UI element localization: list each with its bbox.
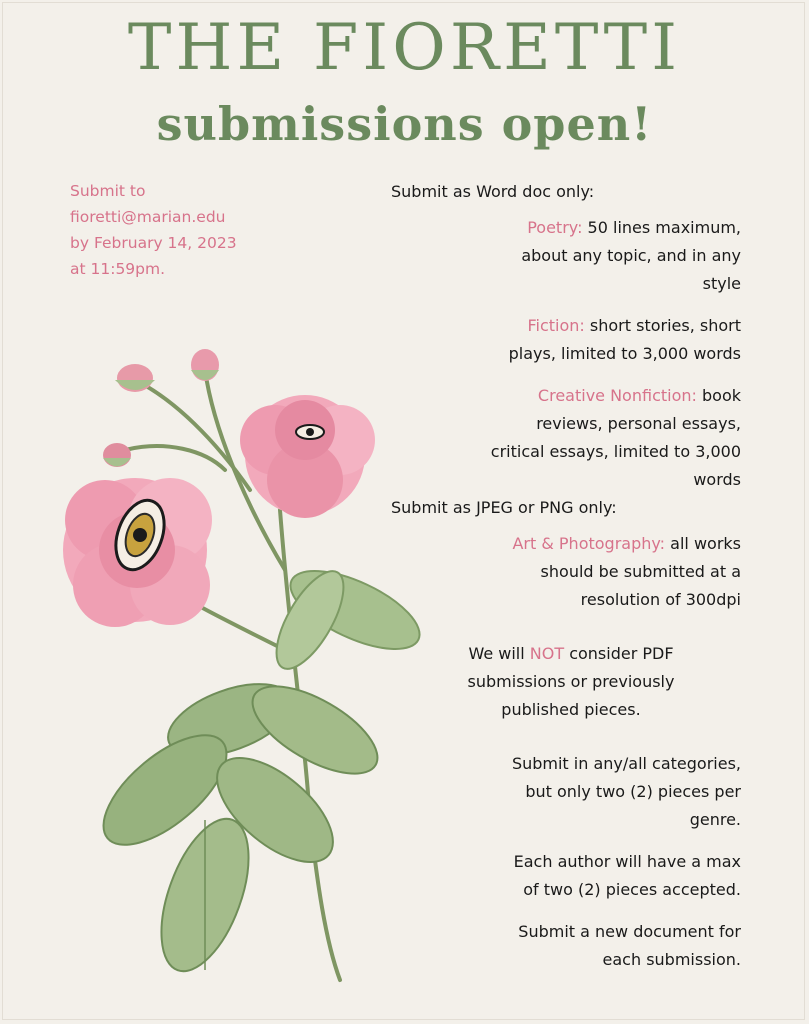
deadline-date: by February 14, 2023 <box>70 234 237 252</box>
deadline-time: at 11:59pm. <box>70 260 166 278</box>
not-emphasis: NOT <box>529 644 565 663</box>
fiction-guideline: Fiction: short stories, short plays, limited to 3,000 words <box>508 316 741 363</box>
category-rule: Submit in any/all categories, but only two (2) pieces per genre. <box>511 754 741 829</box>
image-format-heading: Submit as JPEG or PNG only: <box>391 498 617 517</box>
fiction-label: Fiction: <box>527 316 585 335</box>
poster-title: THE FIORETTI <box>127 11 682 85</box>
submission-email: fioretti@marian.edu <box>70 208 226 226</box>
rosebud-icon <box>103 349 219 467</box>
art-guideline: Art & Photography: all works should be submitted at a resolution of 300dpi <box>512 534 741 609</box>
poetry-guideline: Poetry: 50 lines maximum, about any topic, and in any style <box>521 218 741 293</box>
nonfiction-guideline: Creative Nonfiction: book reviews, personal essays, critical essays, limited to 3,000 words <box>490 386 741 489</box>
rose-blossom-icon <box>240 395 375 518</box>
poster-subtitle: submissions open! <box>156 97 653 151</box>
eye-icon <box>296 425 324 439</box>
document-rule: Submit a new document for each submission. <box>518 922 741 969</box>
deadline-info <box>70 178 290 282</box>
rose-with-eye-illustration <box>55 320 455 1000</box>
art-label: Art & Photography: <box>512 534 666 553</box>
nonfiction-label: Creative Nonfiction: <box>537 386 697 405</box>
word-format-heading: Submit as Word doc only: <box>391 182 595 201</box>
deadline-line: Submit to <box>70 182 146 200</box>
acceptance-rule: Each author will have a max of two (2) pieces accepted. <box>513 852 741 899</box>
poetry-label: Poetry: <box>527 218 583 237</box>
pdf-notice: We will NOT consider PDF submissions or previously published pieces. <box>467 644 675 719</box>
